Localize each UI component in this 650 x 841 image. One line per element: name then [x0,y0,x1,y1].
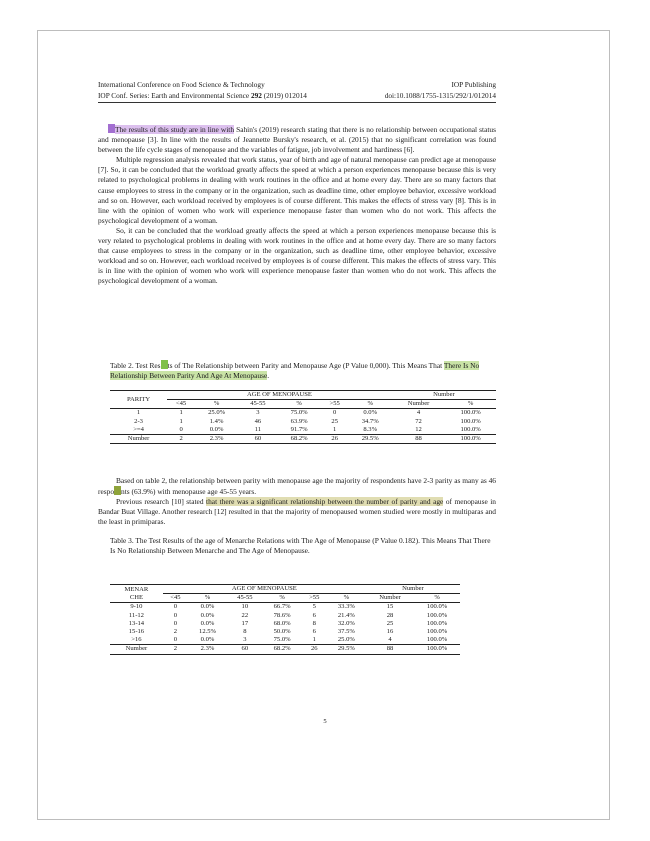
number-header: Number [392,391,496,400]
row-header: PARITY [110,391,167,409]
sub-header-row: <45 % 45-55 % >55 % Number % [110,400,496,409]
comment-marker-icon[interactable] [108,124,115,133]
highlighted-text[interactable]: that there was a significant relationship between the number of parity and age [206,497,444,507]
sub-header-row: <45 % 45-55 % >55 % Number % [110,594,460,603]
table-row: 9-10 0 0.0% 10 66.7% 5 33.3% 15 100.0% [130,603,448,611]
publisher-name: IOP Publishing [451,80,496,89]
table-2 [110,390,496,444]
body-text-1 [98,124,496,287]
volume-number: 292 [250,91,262,100]
group-header: AGE OF MENOPAUSE [163,585,366,594]
row-header: MENAR CHE [110,585,163,603]
paragraph-5: Previous research [10] stated that there was a significant relationship between the number of parity and age of menopause in Bandar Buat Village. Another research [12] resulted in that the majority of menopaused women studied were mostly in multiparas and the least in primiparas. [98,497,496,527]
table-row: >16 0 0.0% 3 75.0% 1 25.0% 4 100.0% [131,636,448,644]
table-row: >=4 0 0.0% 11 91.7% 1 8.3% 12 100.0% [133,425,481,433]
running-header [98,80,496,89]
table-3-caption: Table 3. The Test Results of the age of Menarche Relations with The Age of Menopause (P Value 0.182). This Means That There Is No Relationship Between Menarche and The Age of Menopause. [110,536,491,556]
table-row-total: Number 2 2.3% 60 68.2% 26 29.5% 88 100.0% [110,435,496,444]
number-header: Number [366,585,460,594]
table-row: 11-12 0 0.0% 22 78.6% 6 21.4% 28 100.0% [128,611,448,619]
highlighted-text[interactable]: The results of this study are in line with [115,125,235,134]
table-row: 1 1 25.0% 3 75.0% 0 0.0% 4 100.0% [136,409,481,417]
comment-marker-icon[interactable] [114,486,121,495]
paragraph-4: Based on table 2, the relationship between parity with menopause age the majority of respondents have 2-3 parity as many as 46 respo nts (63.9%) with menopause age 45-55 years. [98,476,496,497]
page-number: 5 [323,718,327,725]
conference-name: International Conference on Food Science & Technology [98,80,265,89]
series-header [98,91,496,103]
table-row-total: Number 2 2.3% 60 68.2% 26 29.5% 88 100.0% [110,645,460,654]
table-row: 13-14 0 0.0% 17 68.0% 8 32.0% 25 100.0% [128,619,448,627]
table-3 [110,584,460,655]
table-row: 2-3 1 1.4% 46 63.9% 25 34.7% 72 100.0% [134,417,481,425]
paragraph-1: The results of this study are in line with Sahin's (2019) research stating that there is no relationship between occupational status and menopause [3]. In line with the results of Jeannette Bursky's research, et al. (2015) that no significant correlation was found between the life cycle stages of menopause and the variables of fatigue, job involvement and hardiness [6]. [98,125,496,155]
group-header: AGE OF MENOPAUSE [167,391,392,400]
comment-marker-icon[interactable] [161,360,168,369]
series-line: IOP Conf. Series: Earth and Environmental Science 292 (2019) 012014 [98,91,307,100]
table-2-caption: Table 2. Test Res ts of The Relationship between Parity and Menopause Age (P Value 0,000). This Means That There Is No Relationship Between Parity And Age At Menopause. [110,361,480,381]
table-row: 15-16 2 12.5% 8 50.0% 6 37.5% 16 100.0% [128,628,448,636]
paragraph-3: So, it can be concluded that the workload greatly affects the speed at which a person experiences menopause because this is very related to psychological problems in dealing with work routines in the office and at home every day. There are so many factors that cause employees to stress in the company or in the organization, such as deadline time, other employee behavior, excessive workload and so on. However, each workload received by employees is of course different. This makes the effects of stress vary. This is in line with the opinion of women who work will experience menopause faster than women who do not work. This affects the psychological development of a woman. [98,225,496,286]
doi-text: doi:10.1088/1755-1315/292/1/012014 [384,91,496,100]
paragraph-2: Multiple regression analysis revealed that work status, year of birth and age of natural menopause can predict age at menopause [7]. So, it can be concluded that the workload greatly affects the speed at which a person experiences menopause because this is very related to psychological problems in dealing with work routines in the office and at home every day. There are so many factors that cause employees to stress in the company or in the organization, such as deadline time, other employee behavior, excessive workload and so on. However, each workload received by employees is of course different. This makes the effects of stress vary [8]. This is in line with the opinion of women who work will experience menopause faster than women who do not work. This affects the psychological development of a woman. [98,155,496,225]
body-text-2 [98,476,496,527]
highlighted-text[interactable]: There Is No Relationship Between Parity And Age At Menopause [110,361,480,381]
